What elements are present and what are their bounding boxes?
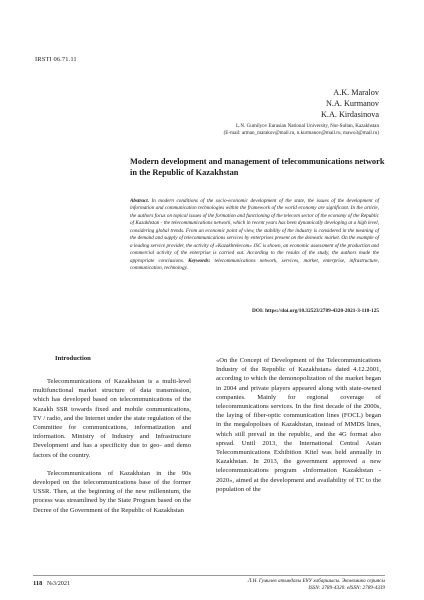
section-heading-introduction: Introduction — [55, 355, 91, 362]
author-list — [321, 87, 379, 121]
author-name: K.A. Kirdasinova — [321, 110, 379, 120]
issue-number: №3/2021 — [47, 580, 71, 587]
article-title: Modern development and management of telecommunications network in the Republic of Kazakhstan — [130, 157, 385, 177]
left-column — [33, 377, 191, 515]
doi-link[interactable]: DOI: https://doi.org/10.32523/2789-4320-2021-3-118-125 — [252, 308, 379, 314]
author-emails: (E-mail: arman_marakov@mail.ru, n.kurmanov@mail.ru, mawo3@mail.ru) — [223, 130, 379, 137]
journal-info — [248, 578, 385, 591]
keywords-text: telecommunications network, services, market, enterprise, infrastructure, communication, technology. — [130, 257, 379, 272]
keywords-label: Keywords: — [188, 257, 211, 264]
abstract-text: In modern conditions of the socio-economic development of the state, the issues of the development of information and communication technologies within the framework of the world economy are significant. In the article, the authors focus on topical issues of the formation and functioning of the telecom sector of the economy of the Republic of Kazakhstan - the telecommunications network, which in recent years has been dynamically developing at a high level, considering global trends. From an economic point of view, the stability of the industry is considered in the meaning of the demand and supply of telecommunications services by enterprises present on the domestic market. On the example of a leading service provider, the activity of «Kazakhtelecom» JSC is shown, an economic assessment of the production and commercial activity of the enterprise is carried out. According to the results of the study, the authors made the appropriate conclusions. — [130, 198, 379, 264]
right-column — [216, 356, 381, 494]
body-paragraph: «On the Concept of Development of the Telecommunications Industry of the Republic of Kazakhstan» dated 4.12.2001, according to which the demonopolization of the market began in 2004 and private players appeared along with state-owned companies. Mainly for regional coverage of telecommunications services. In the first decade of the 2000s, the laying of fiber-optic communication lines (FOCL) began in the megalopolises of Kazakhstan, instead of MMDS lines, which still prevail in the republic, and the 4G format also spread. Until 2013, the International Central Asian Telecommunications Exhibition Kitel was held annually in Kazakhstan. In 2013, the government approved a new telecommunications program «Information Kazakhstan - 2020», aimed at the development and availability of TC to the population of the — [216, 357, 381, 493]
page-number: 118 — [33, 580, 43, 587]
footer-divider — [33, 575, 385, 576]
affiliation: L.N. Gumilyov Eurasian National University, Nur-Sultan, Kazakhstan — [235, 123, 379, 129]
affiliation-block — [224, 123, 379, 138]
body-paragraph: Telecommunications of Kazakhstan is a multi-level multifunctional market structure of data transmission, which has developed based on telecommunications of the Kazakh SSR towards fixed and mobile communications, TV / radio, and the Internet under the state regulation of the Committee for communications, informatization and information. Ministry of Industry and Infrastructure Development and has a specificity due to geo- and demo factors of the country. — [33, 378, 191, 459]
irsti-code: IRSTI 06.71.11 — [35, 56, 77, 63]
body-paragraph: Telecommunications of Kazakhstan in the 90s developed on the telecommunications base of the former USSR. Then, at the beginning of the new millennium, the process was streamlined by the State Program based on the Decree of the Government of the Republic of Kazakhstan — [33, 469, 191, 514]
journal-issn: ISSN: 2789-4320. eISSN: 2789-4339 — [308, 584, 385, 591]
journal-name: Л.Н. Гумилев атындағы ЕҰУ хабаршысы. Экономика сериясы — [247, 578, 385, 584]
abstract-label: Abstract. — [130, 198, 149, 204]
author-name: A.K. Maralov — [333, 88, 379, 97]
abstract — [130, 198, 379, 273]
author-name: N.A. Kurmanov — [326, 99, 379, 109]
page-footer — [33, 578, 385, 592]
